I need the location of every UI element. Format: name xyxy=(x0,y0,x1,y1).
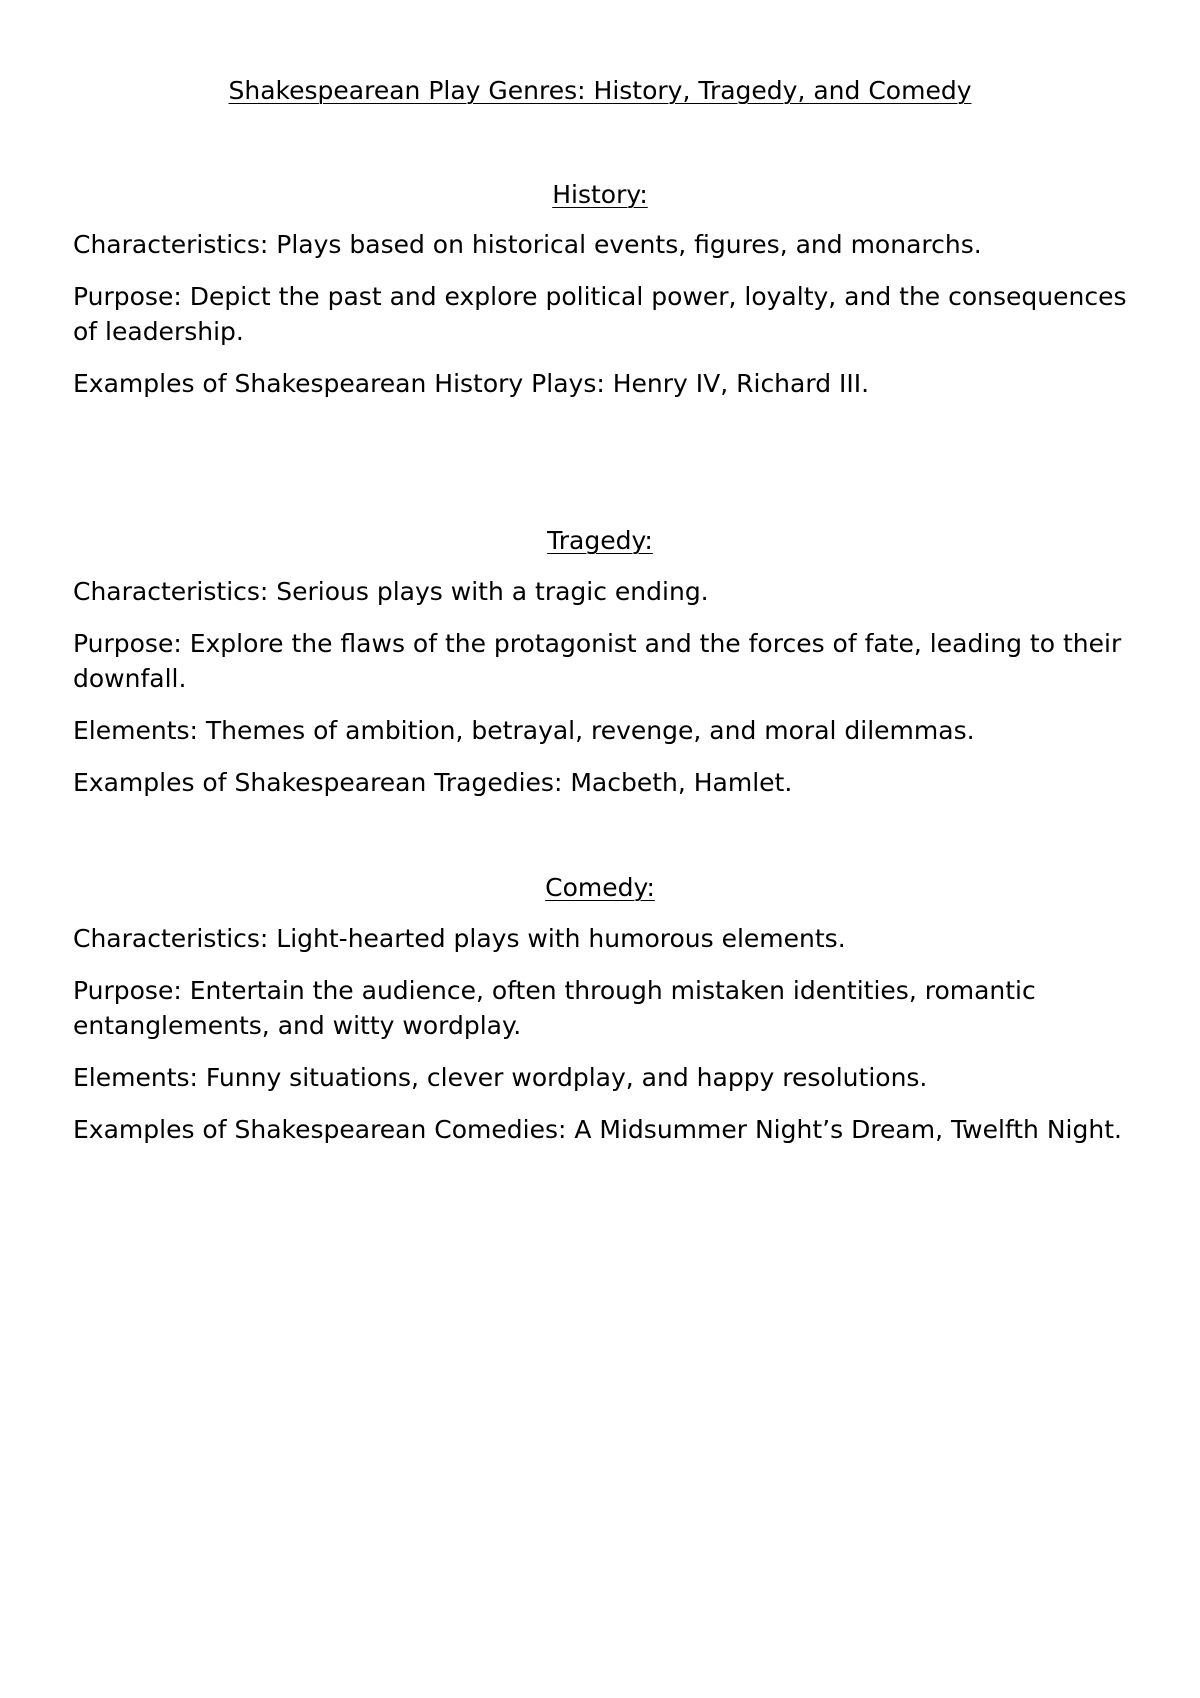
history-characteristics: Characteristics: Plays based on historical events, figures, and monarchs. xyxy=(73,230,982,259)
tragedy-elements: Elements: Themes of ambition, betrayal, revenge, and moral dilemmas. xyxy=(73,716,975,745)
tragedy-examples: Examples of Shakespearean Tragedies: Macbeth, Hamlet. xyxy=(73,768,793,797)
comedy-purpose: Purpose: Entertain the audience, often through mistaken identities, romantic entanglements, and witty wordplay. xyxy=(73,976,1036,1040)
history-purpose: Purpose: Depict the past and explore political power, loyalty, and the consequences of leadership. xyxy=(73,282,1127,346)
comedy-examples: Examples of Shakespearean Comedies: A Midsummer Night’s Dream, Twelfth Night. xyxy=(73,1115,1122,1144)
tragedy-purpose: Purpose: Explore the flaws of the protagonist and the forces of fate, leading to their downfall. xyxy=(73,629,1122,693)
tragedy-characteristics: Characteristics: Serious plays with a tragic ending. xyxy=(73,577,709,606)
history-examples: Examples of Shakespearean History Plays: Henry IV, Richard III. xyxy=(73,369,870,398)
section-heading-tragedy: Tragedy: xyxy=(547,526,653,555)
document-title: Shakespearean Play Genres: History, Tragedy, and Comedy xyxy=(228,76,972,105)
section-heading-history: History: xyxy=(552,180,648,209)
comedy-elements: Elements: Funny situations, clever wordplay, and happy resolutions. xyxy=(73,1063,928,1092)
section-heading-comedy: Comedy: xyxy=(545,873,655,902)
comedy-characteristics: Characteristics: Light-hearted plays with humorous elements. xyxy=(73,924,846,953)
